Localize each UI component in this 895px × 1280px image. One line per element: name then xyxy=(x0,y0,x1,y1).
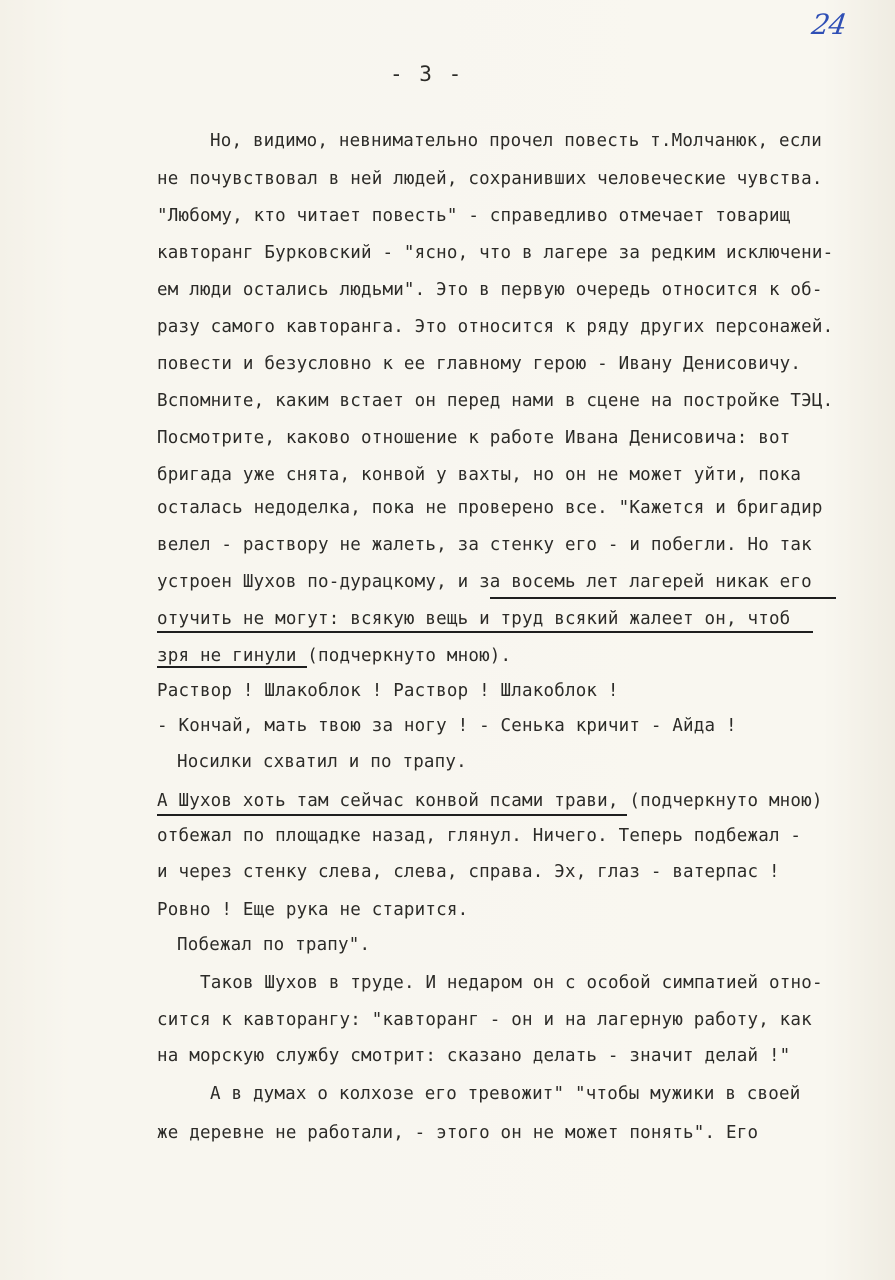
text-line: повести и безусловно к ее главному герою - Ивану Денисовичу. xyxy=(157,354,802,374)
text-line: и через стенку слева, слева, справа. Эх, глаз - ватерпас ! xyxy=(157,862,780,882)
text-line: Посмотрите, каково отношение к работе Ивана Денисовича: вот xyxy=(157,428,791,448)
text-line: Но, видимо, невнимательно прочел повесть т.Молчанюк, если xyxy=(210,131,822,151)
text-line: отучить не могут: всякую вещь и труд всякий жалеет он, чтоб xyxy=(157,609,791,629)
underline-mark xyxy=(157,631,813,633)
text-line: А Шухов хоть там сейчас конвой псами трави, (подчеркнуто мною) xyxy=(157,791,823,811)
text-line: "Любому, кто читает повесть" - справедливо отмечает товарищ xyxy=(157,206,791,226)
text-line: бригада уже снята, конвой у вахты, но он не может уйти, пока xyxy=(157,465,802,485)
text-line: Раствор ! Шлакоблок ! Раствор ! Шлакоблок ! xyxy=(157,681,619,701)
text-line: сится к кавторангу: "кавторанг - он и на лагерную работу, как xyxy=(157,1010,812,1030)
underline-mark xyxy=(157,814,627,816)
text-line: Таков Шухов в труде. И недаром он с особой симпатией отно- xyxy=(200,973,823,993)
text-line: устроен Шухов по-дурацкому, и за восемь лет лагерей никак его xyxy=(157,572,812,592)
text-line: отбежал по площадке назад, глянул. Ничего. Теперь подбежал - xyxy=(157,826,802,846)
text-line: осталась недоделка, пока не проверено все. "Кажется и бригадир xyxy=(157,498,823,518)
text-line: Ровно ! Еще рука не старится. xyxy=(157,900,469,920)
text-line: А в думах о колхозе его тревожит" "чтобы мужики в своей xyxy=(210,1084,801,1104)
text-line: ем люди остались людьми". Это в первую очередь относится к об- xyxy=(157,280,823,300)
text-line: зря не гинули (подчеркнуто мною). xyxy=(157,646,512,666)
text-line: Вспомните, каким встает он перед нами в сцене на постройке ТЭЦ. xyxy=(157,391,834,411)
archive-page-number: 24 xyxy=(809,8,848,41)
text-line: кавторанг Бурковский - "ясно, что в лагере за редким исключени- xyxy=(157,243,834,263)
page-number: - 3 - xyxy=(390,62,464,86)
text-line: же деревне не работали, - этого он не может понять". Его xyxy=(157,1123,759,1143)
text-line: Побежал по трапу". xyxy=(177,935,371,955)
text-line: велел - раствору не жалеть, за стенку его - и побегли. Но так xyxy=(157,535,812,555)
text-line: на морскую службу смотрит: сказано делать - значит делай !" xyxy=(157,1046,791,1066)
text-line: разу самого кавторанга. Это относится к ряду других персонажей. xyxy=(157,317,834,337)
text-line: Носилки схватил и по трапу. xyxy=(177,752,467,772)
underline-mark xyxy=(157,666,307,668)
underline-mark xyxy=(490,597,836,599)
text-line: не почувствовал в ней людей, сохранивших человеческие чувства. xyxy=(157,169,823,189)
text-line: - Кончай, мать твою за ногу ! - Сенька кричит - Айда ! xyxy=(157,716,737,736)
